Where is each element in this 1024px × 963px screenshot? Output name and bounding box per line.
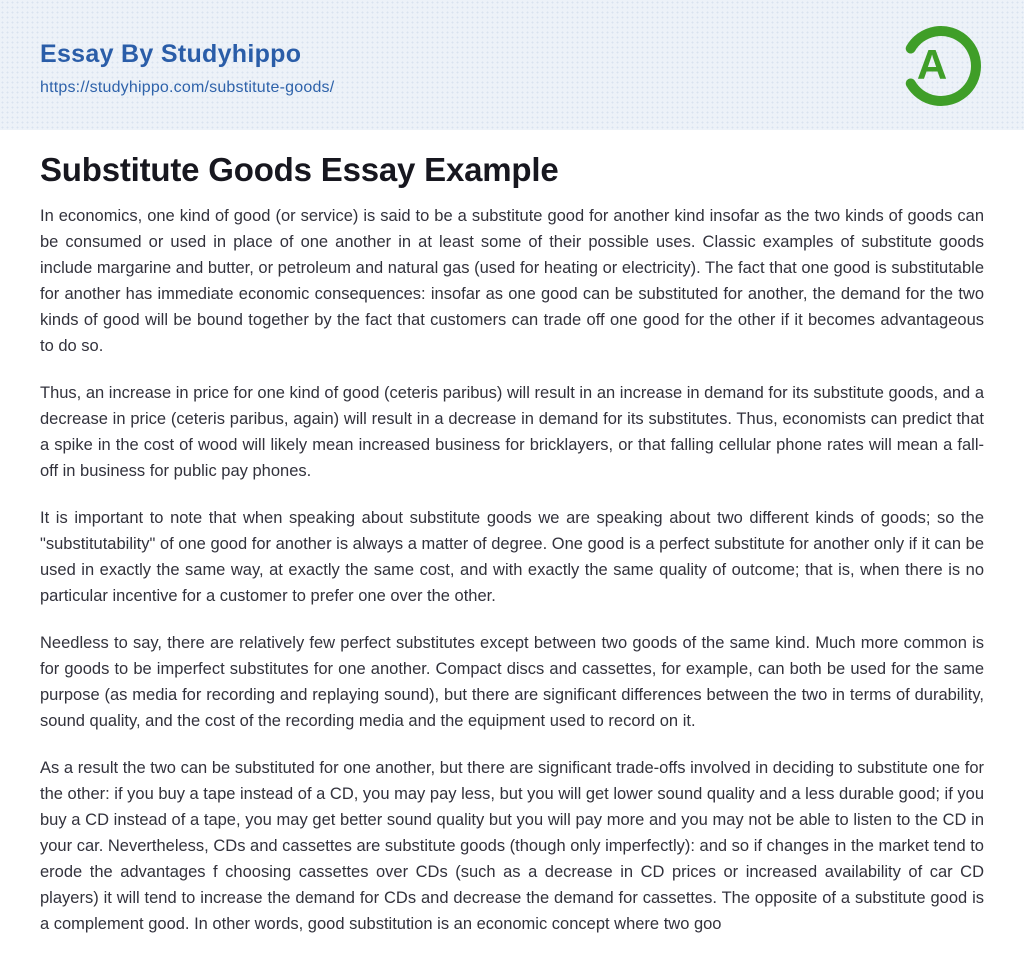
studyhippo-logo-icon (894, 21, 984, 111)
essay-paragraph-4: Needless to say, there are relatively few perfect substitutes except between two goods of the same kind. Much more common is for goods to be imperfect substitutes for one another. Compact discs and cassettes, for example, can both be used for the same purpose (as media for recording and replaying sound), but there are significant differences between the two in terms of durability, sound quality, and the cost of the recording media and the equipment used to record on it. (40, 634, 984, 730)
essay-paragraph-3: It is important to note that when speaking about substitute goods we are speaking about two different kinds of goods; so the "substitutability" of one good for another is always a matter of degree. One good is a perfect substitute for another only if it can be used in exactly the same way, at exactly the same cost, and with exactly the same quality of outcome; that is, when there is no particular incentive for a customer to prefer one over the other. (40, 509, 984, 605)
essay-paragraph-1: In economics, one kind of good (or service) is said to be a substitute good for another kind insofar as the two kinds of goods can be consumed or used in place of one another in at least some of their possible uses. Classic examples of substitute goods include margarine and butter, or petroleum and natural gas (used for heating or electricity). The fact that one good is substitutable for another has immediate economic consequences: insofar as one good can be substituted for another, the demand for the two kinds of good will be bound together by the fact that customers can trade off one good for the other if it becomes advantageous to do so. (40, 207, 984, 355)
site-title: Essay By Studyhippo (40, 39, 302, 68)
essay-title: Substitute Goods Essay Example (40, 151, 559, 188)
page-header (0, 0, 1024, 130)
source-url-link[interactable]: https://studyhippo.com/substitute-goods/ (40, 78, 335, 96)
logo-letter: A (916, 41, 948, 88)
header-text-block (40, 34, 334, 97)
essay-paragraph-5: As a result the two can be substituted for one another, but there are significant trade-offs involved in deciding to substitute one for the other: if you buy a tape instead of a CD, you may pay less, but you will get lower sound quality and a less durable good; if you buy a CD instead of a tape, you may get better sound quality but you will pay more and you may not be able to listen to the CD in your car. Nevertheless, CDs and cassettes are substitute goods (though only imperfectly): and so if changes in the market tend to erode the advantages f choosing cassettes over CDs (such as a decrease in CD prices or increased availability of car CD players) it will tend to increase the demand for CDs and decrease the demand for cassettes. The opposite of a substitute good is a complement good. In other words, good substitution is an economic concept where two goo (40, 759, 984, 933)
essay-paragraph-2: Thus, an increase in price for one kind of good (ceteris paribus) will result in an increase in demand for its substitute goods, and a decrease in price (ceteris paribus, again) will result in a decrease in demand for its substitutes. Thus, economists can predict that a spike in the cost of wood will likely mean increased business for bricklayers, or that falling cellular phone rates will mean a fall-off in business for public pay phones. (40, 384, 984, 480)
essay-content (0, 130, 1024, 937)
